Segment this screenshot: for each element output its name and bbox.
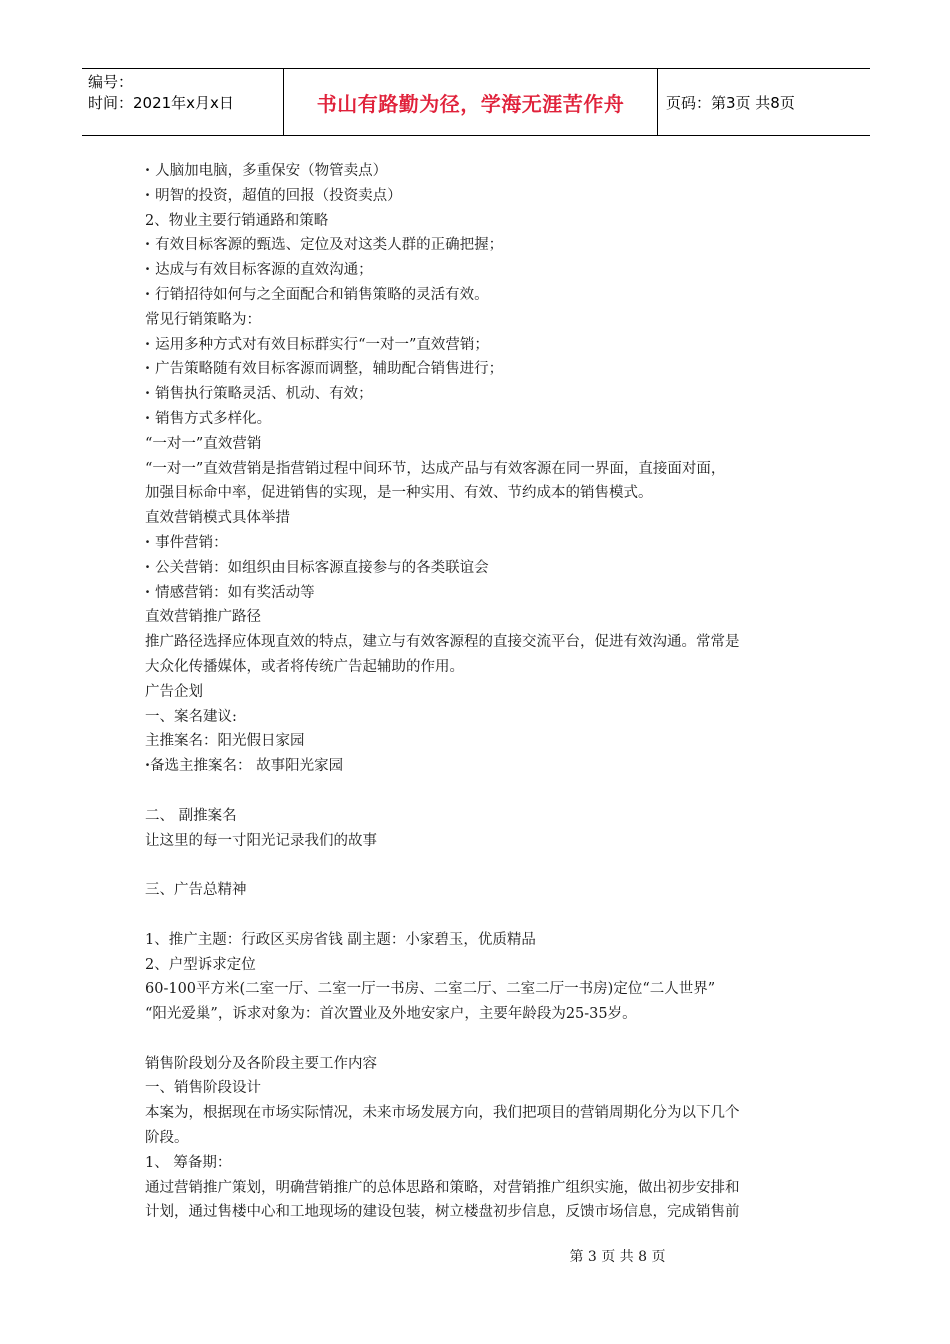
text-line: 2、户型诉求定位 xyxy=(145,956,256,973)
text-line: 三、广告总精神 xyxy=(145,882,247,899)
text-line: 直效营销模式具体举措 xyxy=(145,510,290,527)
text-line: 销售阶段划分及各阶段主要工作内容 xyxy=(145,1055,377,1072)
header-page-info: 页码：第3页 共8页 xyxy=(666,93,795,112)
bullet-item: · 人脑加电脑，多重保安（物管卖点） xyxy=(145,159,810,184)
text-line: 二、 副推案名 xyxy=(145,807,237,824)
bullet-item: · 公关营销：如组织由目标客源直接参与的各类联谊会 xyxy=(145,556,810,581)
text-line: 2、物业主要行销通路和策略 xyxy=(145,212,329,229)
text-line: 让这里的每一寸阳光记录我们的故事 xyxy=(145,832,377,849)
blank-line xyxy=(145,903,810,928)
text-line: 阶段。 xyxy=(145,1130,189,1147)
text-line: “一对一”直效营销 xyxy=(145,435,262,452)
text-line: 60-100平方米(二室一厅、二室一厅一书房、二室二厅、二室二厅一书房)定位“二人世界” xyxy=(145,981,716,998)
text-line: 本案为，根据现在市场实际情况，未来市场发展方向，我们把项目的营销周期化分为以下几个 xyxy=(145,1105,740,1122)
blank-line xyxy=(145,1027,810,1052)
header-meta xyxy=(82,69,283,135)
text-line: 一、销售阶段设计 xyxy=(145,1080,261,1097)
bullet-item: · 运用多种方式对有效目标群实行“一对一”直效营销； xyxy=(145,333,810,358)
bullet-item: · 备选主推案名： 故事阳光家园 xyxy=(145,754,810,779)
text-line: “阳光爱巢”，诉求对象为：首次置业及外地安家户，主要年龄段为25-35岁。 xyxy=(145,1006,637,1023)
page-footer: 第 3 页 共 8 页 xyxy=(569,1249,666,1265)
blank-line xyxy=(145,779,810,804)
text-line: 直效营销推广路径 xyxy=(145,609,261,626)
bullet-item: · 达成与有效目标客源的直效沟通； xyxy=(145,258,810,283)
bullet-item: · 情感营销：如有奖活动等 xyxy=(145,581,810,606)
bullet-item: · 有效目标客源的甄选、定位及对这类人群的正确把握； xyxy=(145,233,810,258)
bullet-item: · 广告策略随有效目标客源而调整，辅助配合销售进行； xyxy=(145,357,810,382)
bullet-item: · 事件营销： xyxy=(145,531,810,556)
text-line: 通过营销推广策划，明确营销推广的总体思路和策略，对营销推广组织实施，做出初步安排和 xyxy=(145,1179,740,1196)
text-line: 一、案名建议: xyxy=(145,708,237,725)
bullet-item: · 行销招待如何与之全面配合和销售策略的灵活有效。 xyxy=(145,283,810,308)
text-line: 常见行销策略为： xyxy=(145,311,261,328)
text-line: 推广路径选择应体现直效的特点，建立与有效客源程的直接交流平台，促进有效沟通。常常是 xyxy=(145,634,740,651)
text-line: 广告企划 xyxy=(145,683,203,700)
text-line: 主推案名：阳光假日家园 xyxy=(145,733,305,750)
bullet-item: · 明智的投资，超值的回报（投资卖点） xyxy=(145,184,810,209)
header-motto: 书山有路勤为径，学海无涯苦作舟 xyxy=(283,69,658,135)
text-line: 大众化传播媒体，或者将传统广告起辅助的作用。 xyxy=(145,658,464,675)
text-line: “一对一”直效营销是指营销过程中间环节，达成产品与有效客源在同一界面，直接面对面， xyxy=(145,460,726,477)
text-line: 计划，通过售楼中心和工地现场的建设包装，树立楼盘初步信息，反馈市场信息，完成销售前 xyxy=(145,1204,740,1221)
time-label: 时间：2021年x月x日 xyxy=(88,94,234,112)
blank-line xyxy=(145,853,810,878)
text-line: 1、 筹备期： xyxy=(145,1154,232,1171)
text-line: 1、推广主题：行政区买房省钱 副主题：小家碧玉，优质精品 xyxy=(145,931,536,948)
document-header xyxy=(82,68,870,136)
bullet-item: · 销售执行策略灵活、机动、有效； xyxy=(145,382,810,407)
number-label: 编号： xyxy=(88,73,134,91)
document-body xyxy=(145,159,810,1225)
text-line: 加强目标命中率，促进销售的实现，是一种实用、有效、节约成本的销售模式。 xyxy=(145,485,653,502)
bullet-item: · 销售方式多样化。 xyxy=(145,407,810,432)
